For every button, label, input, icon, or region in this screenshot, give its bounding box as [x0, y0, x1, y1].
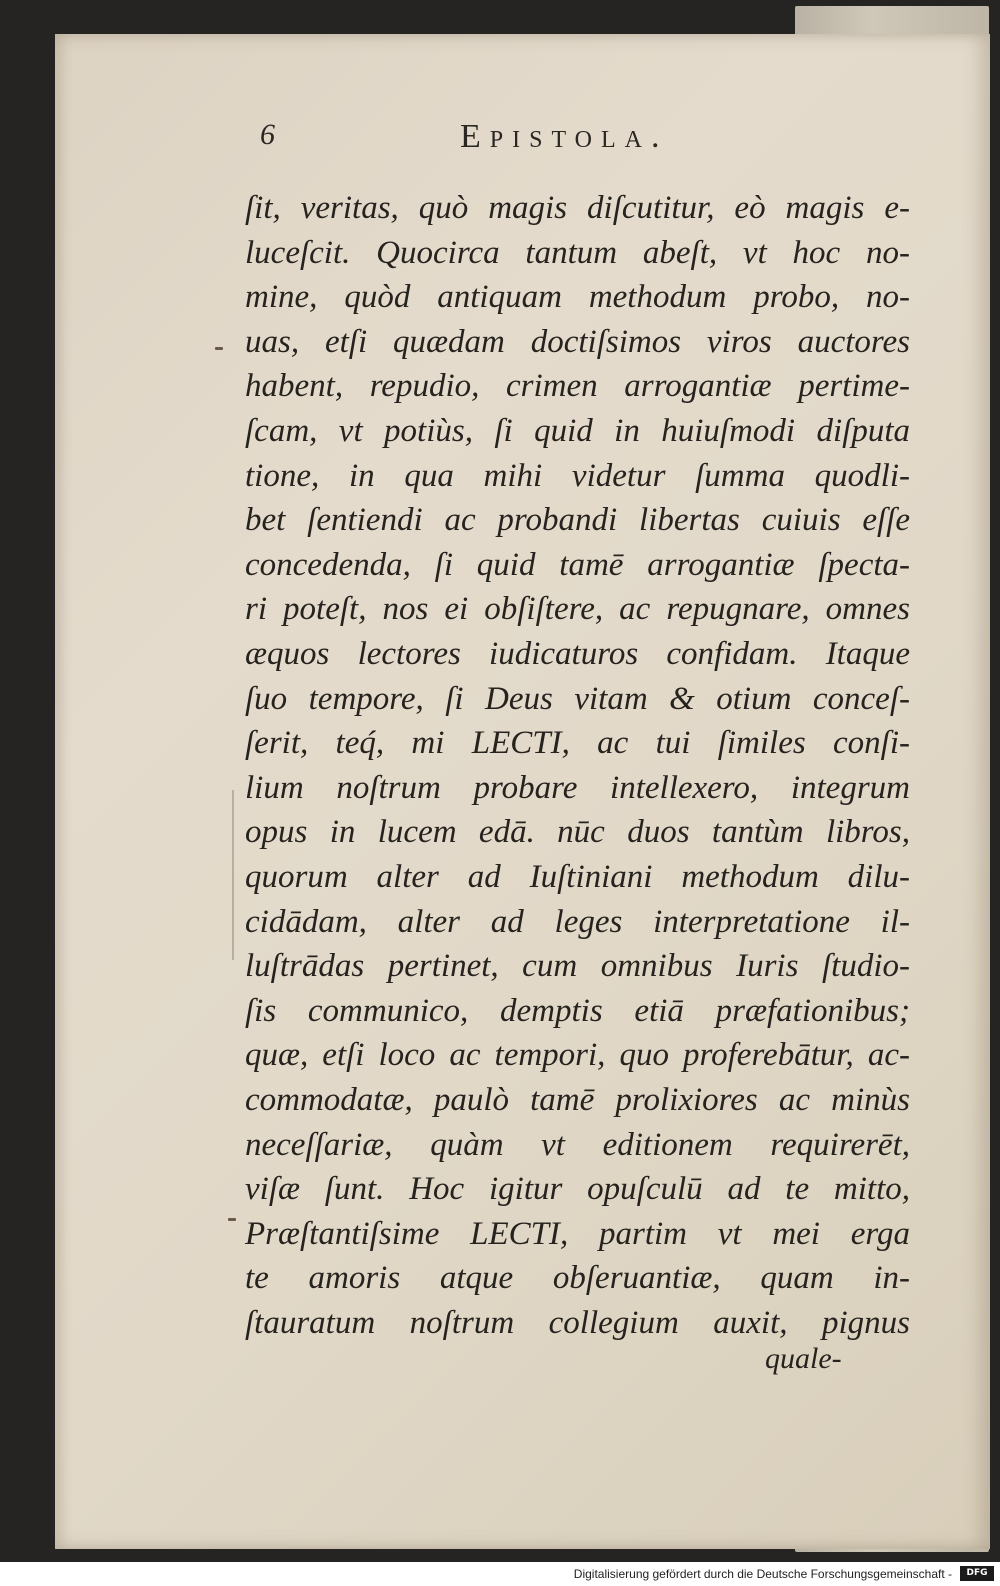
text-line: uas, etſi quædam doctiſsimos viros auctores	[245, 324, 910, 360]
text-line: cidādam, alter ad leges interpretatione il-	[245, 904, 910, 940]
digitization-footer	[0, 1562, 1000, 1586]
text-line: æquos lectores iudicaturos confidam. Itaque	[245, 636, 910, 672]
text-line: quorum alter ad Iuſtiniani methodum dilu-	[245, 859, 910, 895]
text-line: te amoris atque obſeruantiæ, quam in-	[245, 1260, 910, 1296]
text-line: mine, quòd antiquam methodum probo, no-	[245, 279, 910, 315]
text-line: ſerit, teq́, mi LECTI, ac tui ſimiles conſi-	[245, 725, 910, 761]
text-line: viſæ ſunt. Hoc igitur opuſculū ad te mitto,	[245, 1171, 910, 1207]
margin-dot-mark	[228, 1218, 236, 1221]
page-number: 6	[260, 118, 275, 151]
margin-dot-mark	[215, 347, 223, 350]
text-line: ſis communico, demptis etiā præfationibus;	[245, 993, 910, 1029]
margin-rule-mark	[232, 790, 234, 960]
text-line: opus in lucem edā. nūc duos tantùm libros,	[245, 814, 910, 850]
text-line: lium noſtrum probare intellexero, integrum	[245, 770, 910, 806]
text-line: habent, repudio, crimen arrogantiæ pertime-	[245, 368, 910, 404]
text-line: quæ, etſi loco ac tempori, quo proferebātur, ac-	[245, 1037, 910, 1073]
catchword: quale-	[765, 1342, 842, 1375]
text-line: ſit, veritas, quò magis diſcutitur, eò magis e-	[245, 190, 910, 226]
text-line: concedenda, ſi quid tamē arrogantiæ ſpecta-	[245, 547, 910, 583]
text-line: Præſtantiſsime LECTI, partim vt mei erga	[245, 1216, 910, 1252]
text-line: tione, in qua mihi videtur ſumma quodli-	[245, 458, 910, 494]
text-line: ſuo tempore, ſi Deus vitam & otium conceſ-	[245, 681, 910, 717]
text-line: commodatæ, paulò tamē prolixiores ac minùs	[245, 1082, 910, 1118]
text-line: ſcam, vt potiùs, ſi quid in huiuſmodi diſputa	[245, 413, 910, 449]
text-line: luceſcit. Quocirca tantum abeſt, vt hoc no-	[245, 235, 910, 271]
running-title: Epistola.	[460, 118, 669, 155]
text-line: luſtrādas pertinet, cum omnibus Iuris ſtudio-	[245, 948, 910, 984]
text-line: ſtauratum noſtrum collegium auxit, pignus	[245, 1305, 910, 1341]
text-line: ri poteſt, nos ei obſiſtere, ac repugnare, omnes	[245, 591, 910, 627]
dfg-logo: DFG	[960, 1566, 994, 1581]
text-line: neceſſariæ, quàm vt editionem requirerēt,	[245, 1127, 910, 1163]
footer-credit: Digitalisierung gefördert durch die Deutsche Forschungsgemeinschaft -	[573, 1567, 952, 1581]
text-line: bet ſentiendi ac probandi libertas cuiuis eſſe	[245, 502, 910, 538]
